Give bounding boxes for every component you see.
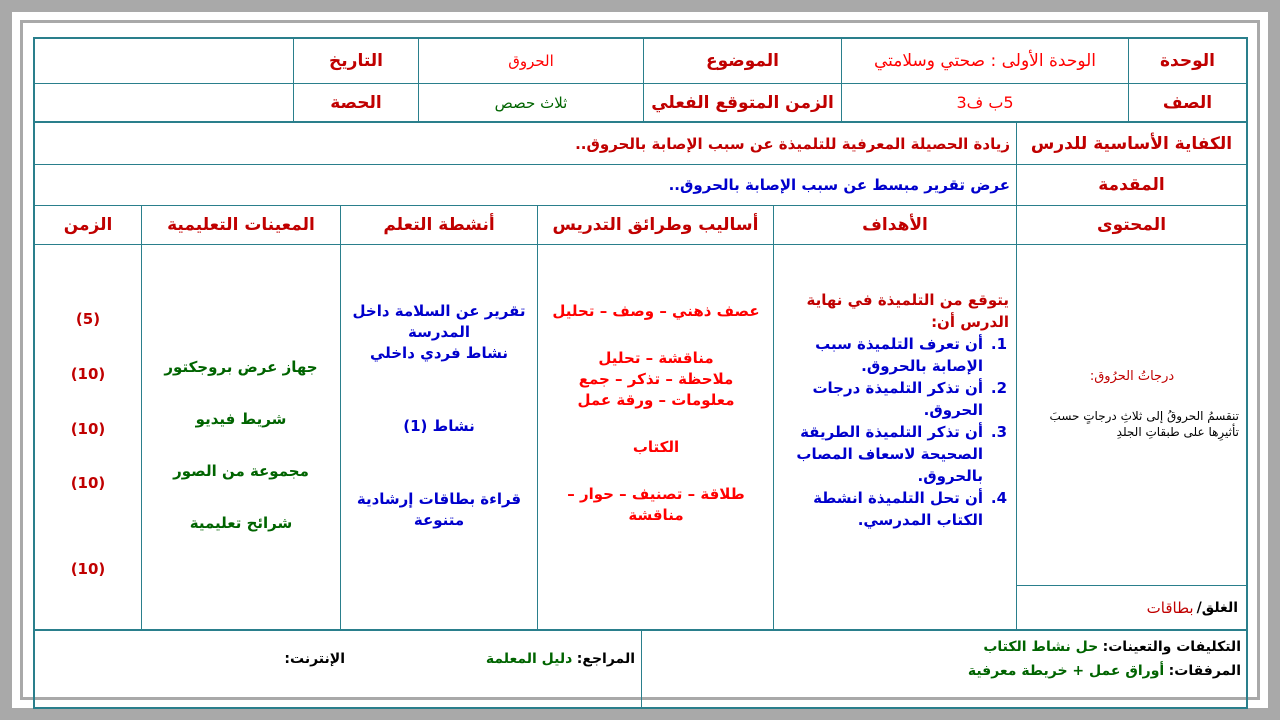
unit-label: الوحدة bbox=[1160, 51, 1215, 71]
aid-item: شرائح تعليمية bbox=[189, 514, 293, 532]
time-item: (10) bbox=[70, 474, 106, 492]
competency-value: زيادة الحصيلة المعرفية للتلميذة عن سبب الإصابة بالحروق.. bbox=[575, 134, 1010, 153]
subject-label: الموضوع bbox=[706, 51, 779, 71]
activity-item: تقرير عن السلامة داخل المدرسة bbox=[352, 302, 526, 341]
col-time-header: الزمن bbox=[63, 215, 113, 235]
method-item: مناقشة – تحليل bbox=[598, 349, 714, 367]
time-label: الزمن المتوقع الفعلي bbox=[651, 92, 834, 113]
time-item: (10) bbox=[70, 365, 106, 383]
objectives-cell bbox=[783, 289, 1009, 531]
method-item: عصف ذهني – وصف – تحليل bbox=[552, 302, 760, 320]
methods-cell bbox=[550, 301, 762, 526]
method-item: طلاقة – تصنيف – حوار – مناقشة bbox=[567, 485, 745, 524]
objective-item: 3. أن تذكر التلميذة الطريقة الصحيحة لاسعاف المصاب بالحروق. bbox=[796, 423, 1007, 485]
assignments-line: التكليفات والتعينات: حل نشاط الكتاب bbox=[983, 639, 1241, 655]
col-methods-header: أساليب وطرائق التدريس bbox=[552, 215, 759, 235]
date-value[interactable] bbox=[35, 39, 293, 83]
objective-item: 1. أن تعرف التلميذة سبب الإصابة بالحروق. bbox=[815, 335, 1007, 375]
time-item: (10) bbox=[70, 420, 106, 438]
references-line: المراجع: دليل المعلمة bbox=[485, 651, 635, 667]
activity-item: قراءة بطاقات إرشادية متنوعة bbox=[356, 490, 522, 529]
competency-label: الكفاية الأساسية للدرس bbox=[1030, 133, 1233, 154]
date-label: التاريخ bbox=[329, 51, 383, 71]
grade-value: 5ب ف3 bbox=[956, 93, 1014, 112]
time-item: (10) bbox=[70, 560, 106, 578]
objective-item: 2. أن تذكر التلميذة درجات الحروق. bbox=[812, 379, 1007, 419]
col-activities-header: أنشطة التعلم bbox=[383, 215, 495, 235]
intro-value: عرض تقرير مبسط عن سبب الإصابة بالحروق.. bbox=[668, 176, 1010, 194]
intro-label: المقدمة bbox=[1098, 175, 1165, 195]
method-item: الكتاب bbox=[632, 438, 680, 456]
unit-value: الوحدة الأولى : صحتي وسلامتي bbox=[873, 51, 1097, 71]
method-item: ملاحظة – تذكر – جمع معلومات – ورقة عمل bbox=[577, 370, 735, 409]
aid-item: جهاز عرض بروجكتور bbox=[164, 358, 318, 376]
content-title: درجاتُ الحرُوق: bbox=[1089, 369, 1175, 384]
lesson-plan-table bbox=[33, 37, 1248, 709]
col-content-header: المحتوى bbox=[1096, 215, 1167, 235]
attachments-line: المرفقات: أوراق عمل + خريطة معرفية bbox=[967, 663, 1241, 679]
aid-item: شريط فيديو bbox=[195, 410, 287, 428]
activity-item: نشاط فردي داخلي bbox=[369, 344, 509, 362]
activity-item: نشاط (1) bbox=[403, 417, 475, 435]
col-objectives-header: الأهداف bbox=[862, 215, 928, 235]
objective-item: 4. أن تحل التلميذة انشطة الكتاب المدرسي. bbox=[813, 489, 1007, 529]
objectives-list bbox=[783, 333, 1009, 531]
closing-cell: الغلق/ بطاقات bbox=[1146, 598, 1238, 617]
activities-cell bbox=[347, 301, 531, 531]
objectives-intro: يتوقع من التلميذة في نهاية الدرس أن: bbox=[806, 291, 1009, 331]
content-cell bbox=[1025, 369, 1239, 440]
internet-line: الإنترنت: bbox=[284, 651, 345, 667]
col-aids-header: المعينات التعليمية bbox=[167, 215, 315, 235]
content-text: تنقسمُ الحروقُ إلى ثلاثِ درجاتٍ حسبَ تأثيرِها على طبقاتِ الجلدِ bbox=[1049, 409, 1239, 439]
footer-right bbox=[649, 635, 1241, 683]
period-value[interactable] bbox=[35, 84, 293, 121]
aid-item: مجموعة من الصور bbox=[173, 462, 309, 480]
aids-cell bbox=[147, 357, 335, 534]
grade-label: الصف bbox=[1162, 92, 1213, 113]
time-item: (5) bbox=[75, 310, 101, 328]
subject-value: الحروق bbox=[508, 52, 554, 70]
period-label: الحصة bbox=[330, 92, 382, 113]
time-value: ثلاث حصص bbox=[494, 93, 568, 112]
